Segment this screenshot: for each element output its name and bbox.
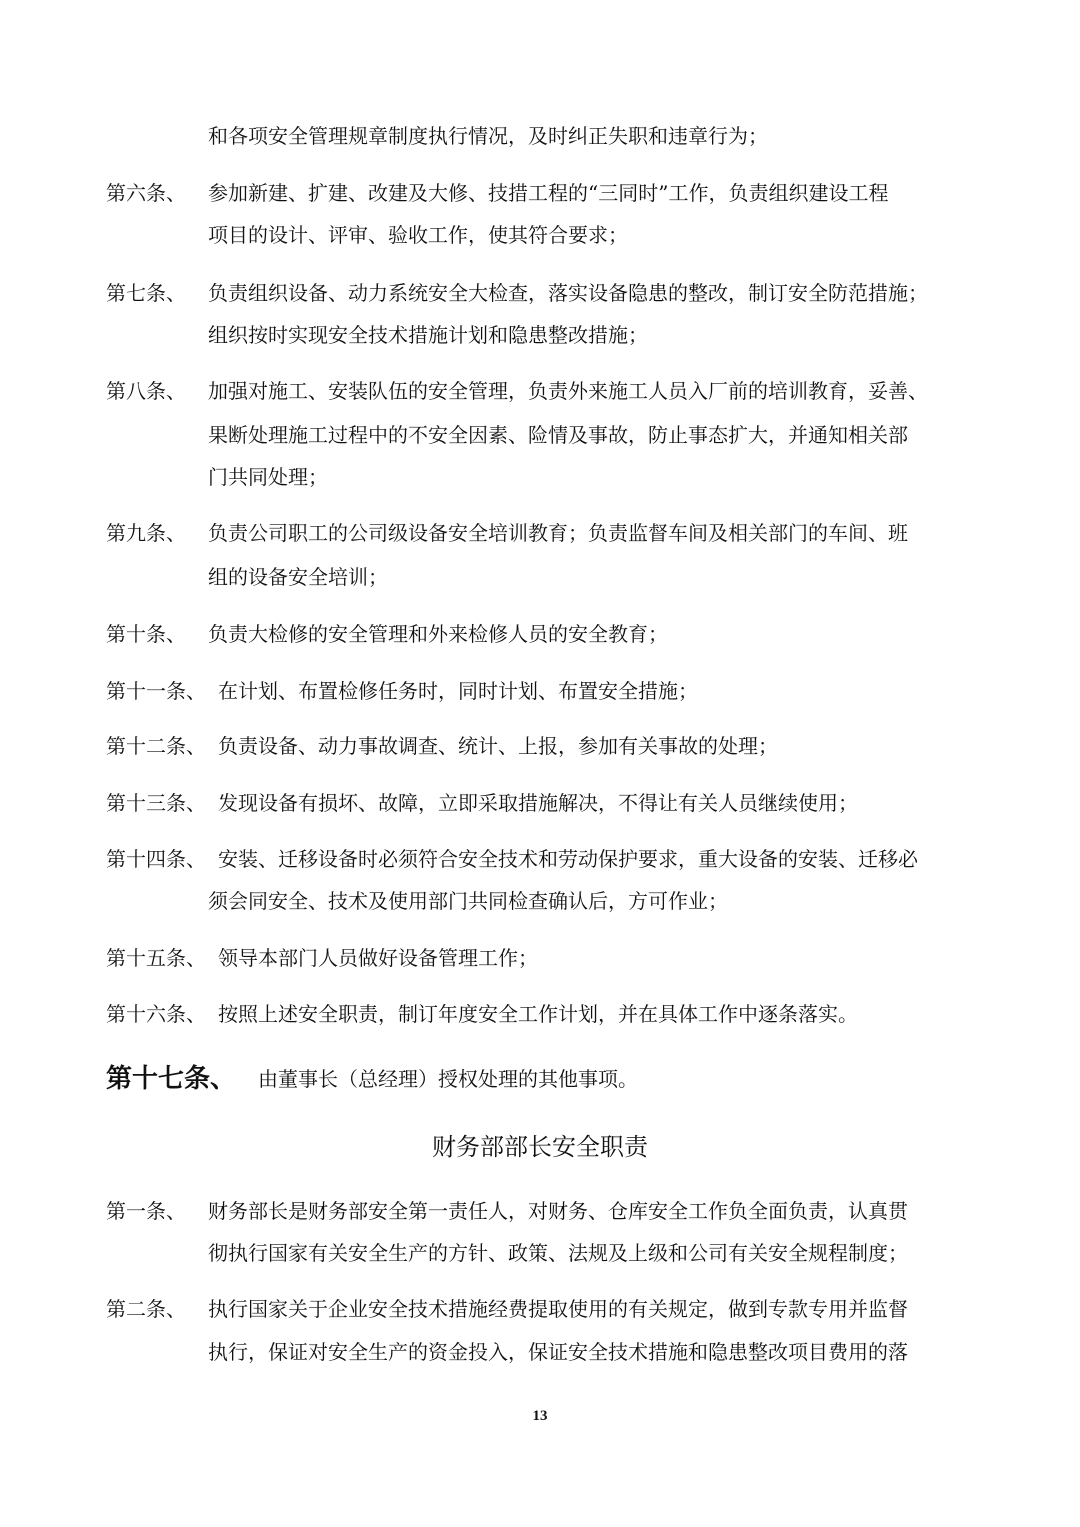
article-8-line-3: 门共同处理；	[208, 465, 328, 489]
article-14-line-2: 须会同安全、技术及使用部门共同检查确认后，方可作业；	[208, 889, 728, 913]
article-10-line-1: 负责大检修的安全管理和外来检修人员的安全教育；	[208, 622, 668, 646]
article-9-line-2: 组的设备安全培训；	[208, 565, 388, 589]
article-13-line-1: 发现设备有损坏、故障，立即采取措施解决，不得让有关人员继续使用；	[218, 791, 858, 815]
article-16-label: 第十六条、	[106, 1002, 206, 1026]
article-13-label: 第十三条、	[106, 791, 206, 815]
article-15-label: 第十五条、	[106, 946, 206, 970]
article-7-label: 第七条、	[106, 281, 186, 305]
article-10-label: 第十条、	[106, 622, 186, 646]
article-7-line-1: 负责组织设备、动力系统安全大检查，落实设备隐患的整改，制订安全防范措施；	[208, 281, 928, 305]
article-8-line-1: 加强对施工、安装队伍的安全管理，负责外来施工人员入厂前的培训教育，妥善、	[208, 379, 928, 403]
article-15-line-1: 领导本部门人员做好设备管理工作；	[218, 946, 538, 970]
article-14-label: 第十四条、	[106, 847, 206, 871]
finance-article-2-label: 第二条、	[106, 1297, 186, 1321]
article-11-label: 第十一条、	[106, 679, 206, 703]
article-8-label: 第八条、	[106, 379, 186, 403]
finance-article-1-line-1: 财务部长是财务部安全第一责任人，对财务、仓库安全工作负全面负责，认真贯	[208, 1199, 908, 1223]
article-17-line-1: 由董事长（总经理）授权处理的其他事项。	[258, 1067, 638, 1091]
finance-article-2-line-1: 执行国家关于企业安全技术措施经费提取使用的有关规定，做到专款专用并监督	[208, 1297, 908, 1321]
article-16-line-1: 按照上述安全职责，制订年度安全工作计划，并在具体工作中逐条落实。	[218, 1002, 858, 1026]
page-number: 13	[532, 1408, 548, 1424]
article-8-line-2: 果断处理施工过程中的不安全因素、险情及事故，防止事态扩大，并通知相关部	[208, 423, 908, 447]
finance-article-1-line-2: 彻执行国家有关安全生产的方针、政策、法规及上级和公司有关安全规程制度；	[208, 1241, 908, 1265]
article-6-line-1: 参加新建、扩建、改建及大修、技措工程的“三同时”工作，负责组织建设工程	[208, 181, 889, 205]
article-12-line-1: 负责设备、动力事故调查、统计、上报，参加有关事故的处理；	[218, 734, 778, 758]
section-title: 财务部部长安全职责	[432, 1133, 648, 1161]
finance-article-1-label: 第一条、	[106, 1199, 186, 1223]
article-7-line-2: 组织按时实现安全技术措施计划和隐患整改措施；	[208, 323, 648, 347]
article-9-label: 第九条、	[106, 521, 186, 545]
article-6-label: 第六条、	[106, 181, 186, 205]
article-17-label: 第十七条、	[106, 1064, 237, 1094]
article-14-line-1: 安装、迁移设备时必须符合安全技术和劳动保护要求，重大设备的安装、迁移必	[218, 847, 918, 871]
continuation-line: 和各项安全管理规章制度执行情况，及时纠正失职和违章行为；	[208, 124, 768, 148]
article-11-line-1: 在计划、布置检修任务时，同时计划、布置安全措施；	[218, 679, 698, 703]
article-9-line-1: 负责公司职工的公司级设备安全培训教育；负责监督车间及相关部门的车间、班	[208, 521, 908, 545]
article-12-label: 第十二条、	[106, 734, 206, 758]
article-6-line-2: 项目的设计、评审、验收工作，使其符合要求；	[208, 223, 628, 247]
finance-article-2-line-2: 执行，保证对安全生产的资金投入，保证安全技术措施和隐患整改项目费用的落	[208, 1340, 908, 1364]
